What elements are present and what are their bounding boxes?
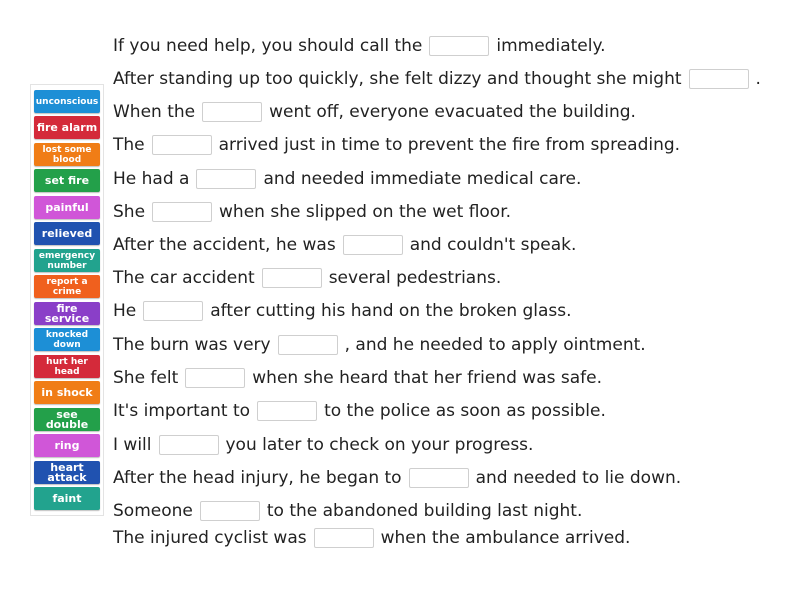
sentence-text-before: After the head injury, he began to <box>113 468 402 488</box>
sentence-row <box>113 232 576 258</box>
answer-drop-slot[interactable] <box>159 435 219 455</box>
answer-drop-slot[interactable] <box>196 169 256 189</box>
sentence-text-before: The injured cyclist was <box>113 528 307 548</box>
word-chip[interactable]: knocked down <box>34 328 100 351</box>
answer-drop-slot[interactable] <box>409 468 469 488</box>
sentence-text-after: when she slipped on the wet floor. <box>219 202 512 222</box>
sentence-text-before: She <box>113 202 146 222</box>
word-chip[interactable]: ring <box>34 434 100 457</box>
sentence-text-after: and needed immediate medical care. <box>263 169 582 189</box>
sentence-row <box>113 265 501 291</box>
sentence-row <box>113 298 572 324</box>
word-chip[interactable]: unconscious <box>34 90 100 113</box>
sentence-text-after: several pedestrians. <box>328 268 502 288</box>
answer-drop-slot[interactable] <box>152 202 212 222</box>
sentence-text-after: and needed to lie down. <box>475 468 682 488</box>
answer-drop-slot[interactable] <box>257 401 317 421</box>
sentence-text-before: The car accident <box>113 268 255 288</box>
sentence-row <box>113 365 602 391</box>
sentence-text-after: you later to check on your progress. <box>225 435 534 455</box>
sentence-text-after: and couldn't speak. <box>409 235 577 255</box>
word-chip[interactable]: see double <box>34 408 100 431</box>
answer-drop-slot[interactable] <box>143 301 203 321</box>
word-chip[interactable]: heart attack <box>34 461 100 484</box>
answer-drop-slot[interactable] <box>152 135 212 155</box>
sentence-row <box>113 398 606 424</box>
word-bank <box>30 84 104 516</box>
sentence-text-before: If you need help, you should call the <box>113 36 423 56</box>
sentence-text-before: When the <box>113 102 196 122</box>
answer-drop-slot[interactable] <box>343 235 403 255</box>
sentence-row <box>113 99 636 125</box>
sentence-text-before: He <box>113 301 137 321</box>
sentence-text-before: The <box>113 135 145 155</box>
sentence-text-before: It's important to <box>113 401 251 421</box>
word-chip[interactable]: lost some blood <box>34 143 100 166</box>
sentence-text-before: Someone <box>113 501 193 521</box>
sentence-text-after: , and he needed to apply ointment. <box>344 335 646 355</box>
sentence-text-before: The burn was very <box>113 335 271 355</box>
sentence-text-after: after cutting his hand on the broken glass. <box>210 301 572 321</box>
sentence-text-after: . <box>755 69 761 89</box>
answer-drop-slot[interactable] <box>262 268 322 288</box>
sentence-text-after: when the ambulance arrived. <box>380 528 631 548</box>
sentence-text-before: After the accident, he was <box>113 235 336 255</box>
sentence-text-before: After standing up too quickly, she felt dizzy and thought she might <box>113 69 682 89</box>
sentence-row <box>113 33 606 59</box>
sentence-row <box>113 166 581 192</box>
word-chip[interactable]: faint <box>34 487 100 510</box>
sentence-text-after: immediately. <box>496 36 606 56</box>
sentence-row <box>113 332 646 358</box>
sentence-text-before: He had a <box>113 169 190 189</box>
sentence-row <box>113 498 582 524</box>
sentence-text-after: to the abandoned building last night. <box>266 501 583 521</box>
word-chip[interactable]: report a crime <box>34 275 100 298</box>
sentence-text-before: She felt <box>113 368 179 388</box>
answer-drop-slot[interactable] <box>202 102 262 122</box>
sentence-text-after: went off, everyone evacuated the building. <box>269 102 636 122</box>
word-chip[interactable]: painful <box>34 196 100 219</box>
answer-drop-slot[interactable] <box>689 69 749 89</box>
answer-drop-slot[interactable] <box>429 36 489 56</box>
sentence-row <box>113 432 533 458</box>
sentence-row <box>113 525 630 551</box>
word-chip[interactable]: fire service <box>34 302 100 325</box>
word-chip[interactable]: in shock <box>34 381 100 404</box>
word-chip[interactable]: fire alarm <box>34 116 100 139</box>
sentence-row <box>113 465 681 491</box>
answer-drop-slot[interactable] <box>185 368 245 388</box>
word-chip[interactable]: set fire <box>34 169 100 192</box>
sentence-row <box>113 199 511 225</box>
answer-drop-slot[interactable] <box>278 335 338 355</box>
sentence-text-after: arrived just in time to prevent the fire from spreading. <box>218 135 681 155</box>
sentence-text-after: when she heard that her friend was safe. <box>252 368 602 388</box>
sentence-row <box>113 66 761 92</box>
word-chip[interactable]: emergency number <box>34 249 100 272</box>
sentence-text-before: I will <box>113 435 152 455</box>
word-chip[interactable]: hurt her head <box>34 355 100 378</box>
sentence-text-after: to the police as soon as possible. <box>324 401 606 421</box>
sentence-row <box>113 132 680 158</box>
word-chip[interactable]: relieved <box>34 222 100 245</box>
answer-drop-slot[interactable] <box>200 501 260 521</box>
answer-drop-slot[interactable] <box>314 528 374 548</box>
